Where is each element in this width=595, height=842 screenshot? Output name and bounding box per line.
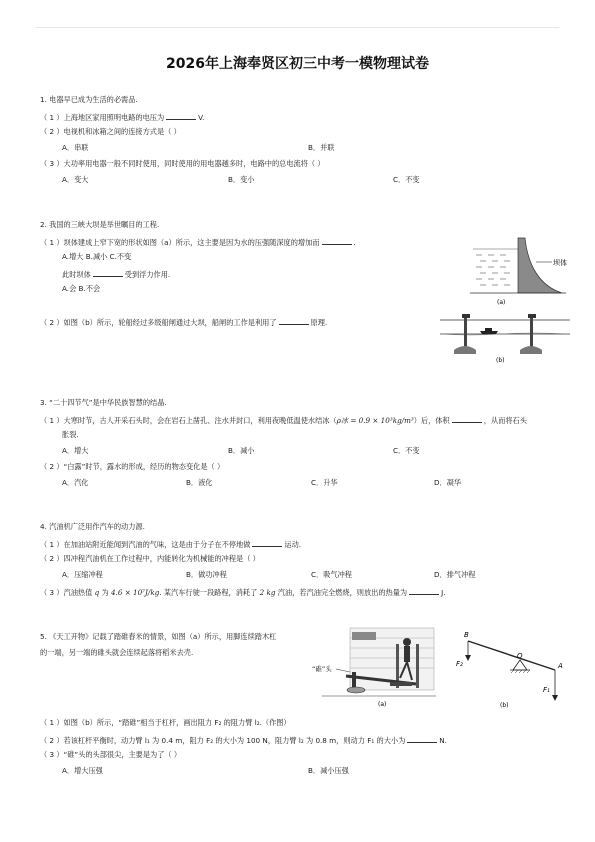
q2-part1-end: . (353, 238, 356, 247)
q1-part3-option-c[interactable]: C．不变 (393, 175, 420, 184)
q4-part3-symbol: q (94, 588, 100, 597)
q4-part3-mass: 2 kg (259, 588, 276, 597)
q4-part2: （ 2 ）四冲程汽油机在工作过程中，内能转化为机械能的冲程是（ ） (40, 554, 260, 563)
page-title: 2026年上海奉贤区初三中考一模物理试卷 (166, 56, 429, 72)
q4-part3-mid1: 为 (101, 588, 109, 597)
q1-part1-text: （ 1 ）上海地区家用照明电路的电压为 (40, 113, 165, 122)
q3-part1-option-b[interactable]: B．减小 (228, 446, 255, 455)
q2-part2-text: （ 2 ）如图（b）所示，轮船经过多级船闸通过大坝，船闸的工作是利用了 (40, 318, 277, 327)
q2-part2-blank[interactable] (279, 316, 309, 325)
q2-part1-blank[interactable] (322, 236, 352, 245)
q3-part2: （ 2 ）“白露”时节，露水的形成，经历的物态变化是（ ） (40, 462, 225, 471)
mortar-icon (347, 687, 365, 693)
fulcrum-icon (513, 660, 527, 670)
top-divider (36, 27, 559, 28)
q4-part3-blank[interactable] (409, 586, 439, 595)
q1-part1-unit: V. (198, 113, 205, 122)
q1-part3: （ 3 ）大功率用电器一般不同时使用，同时使用的用电器越多时，电路中的总电流将（ ） (40, 159, 325, 168)
q2-part1 (40, 236, 356, 248)
lever-bar (468, 641, 555, 670)
q2-stem: 2. 我国的三峡大坝是举世瞩目的工程. (40, 220, 160, 229)
q4-part1-blank[interactable] (252, 538, 282, 547)
q3-part1-option-a[interactable]: A．增大 (62, 446, 89, 455)
point-b-label: B (464, 631, 469, 639)
q5-stem-line1: 5. 《天工开物》记载了踏碓舂米的情景，如图（a）所示，用脚连续踏木杠 (40, 632, 277, 641)
treadle-figure-caption: (a) (378, 701, 387, 708)
q2-part2-end: 原理. (310, 318, 328, 327)
q4-part2-option-c[interactable]: C．吸气冲程 (311, 570, 352, 579)
ship-icon (480, 328, 498, 334)
force-f2-label: F₂ (456, 660, 463, 668)
q5-part2 (40, 734, 447, 746)
q4-part3-mid2: . 某汽车行驶一段路程，消耗了 (159, 588, 258, 597)
q1-part2-option-b[interactable]: B．并联 (308, 143, 335, 152)
q5-part2-end: N. (439, 736, 447, 745)
q4-part3 (40, 586, 446, 598)
lever-diagram-caption: (b) (500, 702, 509, 709)
q3-stem: 3. “二十四节气”是中华民族智慧的结晶. (40, 398, 167, 407)
q4-stem: 4. 汽油机广泛用作汽车的动力源. (40, 522, 145, 531)
q3-part1-mid: ）后，体积 (413, 416, 450, 425)
q4-part3-mid3: 汽油，若汽油完全燃烧，则放出的热量为 (277, 588, 408, 597)
q1-stem: 1. 电器早已成为生活的必需品. (40, 95, 138, 104)
q1-part2: （ 2 ）电视机和冰箱之间的连接方式是（ ） (40, 127, 181, 136)
dam-label: 坝体 (553, 259, 567, 267)
q3-part1 (40, 414, 527, 426)
q1-part1 (40, 111, 204, 123)
q5-part2-text: （ 2 ）若该杠杆平衡时，动力臂 l₁ 为 0.4 m，阻力 F₂ 的大小为 100 N，阻力臂 l₂ 为 0.8 m，则动力 F₁ 的大小为 (40, 736, 406, 745)
q3-part1-option-c[interactable]: C．不变 (393, 446, 420, 455)
q5-part2-blank[interactable] (407, 734, 437, 743)
q2-part1-options[interactable]: A.增大 B.减小 C.不变 (62, 252, 132, 261)
q4-part3-text: （ 3 ）汽油热值 (40, 588, 93, 597)
q3-part2-option-c[interactable]: C．升华 (311, 478, 338, 487)
q4-part1 (40, 538, 301, 550)
q2-part1b-options[interactable]: A.会 B.不会 (62, 284, 101, 293)
q5-part3: （ 3 ）“碓”头的头部很尖，主要是为了（ ） (40, 750, 182, 759)
q3-part1-formula: ρ冰 = 0.9 × 10³kg/m³ (336, 416, 414, 425)
lever-diagram (450, 628, 565, 710)
q4-part2-option-b[interactable]: B．做功冲程 (186, 570, 227, 579)
q3-part1-end: ，从而将石头 (483, 416, 527, 425)
q3-part2-option-a[interactable]: A．汽化 (62, 478, 89, 487)
q1-part2-option-a[interactable]: A．串联 (62, 143, 89, 152)
q3-part1-text: （ 1 ）大寒时节，古人开采石头时，会在岩石上凿孔、注水并封口，利用夜晚低温使水结冰（ (40, 416, 337, 425)
ship-lock-figure-caption: (b) (496, 357, 505, 364)
q4-part1-end: 运动. (284, 540, 302, 549)
point-o-label: O (517, 652, 523, 660)
treadle-pestle-figure (312, 624, 442, 710)
q4-part3-value: 4.6 × 10⁷J/kg (110, 588, 160, 597)
q2-part1b-blank[interactable] (93, 268, 123, 277)
point-a-label: A (558, 662, 563, 670)
q2-part1b (62, 268, 170, 280)
q2-part1b-end: 受到浮力作用. (124, 270, 171, 279)
q4-part2-option-d[interactable]: D．排气冲程 (434, 570, 476, 579)
q1-part3-option-b[interactable]: B．变小 (228, 175, 255, 184)
q1-part1-blank[interactable] (166, 111, 196, 120)
q5-part3-option-a[interactable]: A．增大压强 (62, 766, 103, 775)
dam-figure-caption: (a) (497, 299, 506, 306)
q2-part1-text: （ 1 ）坝体建成上窄下宽的形状如图（a）所示，这主要是因为水的压强随深度的增加而 (40, 238, 320, 247)
q4-part2-option-a[interactable]: A．压缩冲程 (62, 570, 103, 579)
q4-part1-text: （ 1 ）在加油站附近能闻到汽油的气味，这是由于分子在不停地做 (40, 540, 251, 549)
q3-part1-blank[interactable] (452, 414, 482, 423)
q3-part2-option-d[interactable]: D．凝华 (434, 478, 462, 487)
ship-lock-figure (440, 312, 570, 364)
q1-part3-option-a[interactable]: A．变大 (62, 175, 89, 184)
q2-part1b-text: 此时坝体 (62, 270, 91, 279)
q3-part2-option-b[interactable]: B．液化 (186, 478, 213, 487)
q5-stem-line2: 的一端，另一端的碓头就会连续起落将稻米去壳. (40, 648, 194, 657)
q3-part1-continued: 胀裂. (62, 430, 79, 439)
dam-figure (470, 236, 570, 306)
force-f1-label: F₁ (543, 686, 550, 694)
q5-part3-option-b[interactable]: B．减小压强 (308, 766, 349, 775)
q2-part2 (40, 316, 327, 328)
q4-part3-end: J. (441, 588, 446, 597)
q5-part1: （ 1 ）如图（b）所示，“踏碓”相当于杠杆，画出阻力 F₂ 的阻力臂 l₂.（作图） (40, 718, 291, 727)
pestle-head-tag: “碓”头 (312, 665, 332, 673)
